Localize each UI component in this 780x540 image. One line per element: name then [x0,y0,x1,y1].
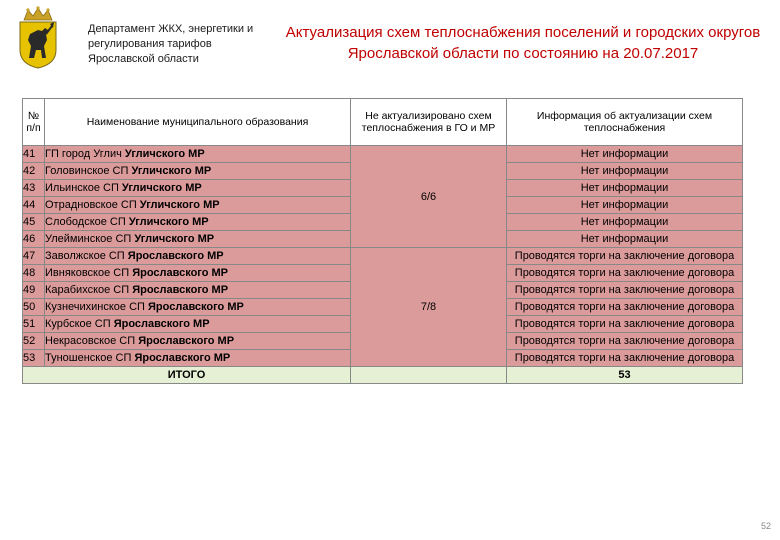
group-not-updated: 7/8 [351,248,507,367]
header-name: Наименование муниципального образования [45,99,351,146]
table-row [23,248,743,265]
row-name: Ильинское СП Угличского МР [45,180,351,197]
row-num: 44 [23,197,45,214]
row-name: Ивняковское СП Ярославского МР [45,265,351,282]
total-label: ИТОГО [23,367,351,384]
row-num: 47 [23,248,45,265]
row-num: 42 [23,163,45,180]
row-info: Проводятся торги на заключение договора [507,265,743,282]
row-num: 48 [23,265,45,282]
row-info: Проводятся торги на заключение договора [507,316,743,333]
row-name: Некрасовское СП Ярославского МР [45,333,351,350]
row-info: Проводятся торги на заключение договора [507,282,743,299]
row-info: Проводятся торги на заключение договора [507,350,743,367]
row-name: Карабихское СП Ярославского МР [45,282,351,299]
header-info: Информация об актуализации схем теплоснабжения [507,99,743,146]
row-num: 43 [23,180,45,197]
row-name: Улейминское СП Угличского МР [45,231,351,248]
row-num: 49 [23,282,45,299]
total-not-updated [351,367,507,384]
row-num: 46 [23,231,45,248]
row-num: 50 [23,299,45,316]
row-name: Туношенское СП Ярославского МР [45,350,351,367]
table-row [23,146,743,163]
row-info: Проводятся торги на заключение договора [507,333,743,350]
row-name: Отрадновское СП Угличского МР [45,197,351,214]
page-title: Актуализация схем теплоснабжения поселений и городских округов Ярославской области по состоянию на 20.07.2017 [285,24,761,62]
row-name: Головинское СП Угличского МР [45,163,351,180]
department-name: Департамент ЖКХ, энергетики и регулирования тарифов Ярославской области [88,23,254,65]
yaroslavl-bear-emblem-icon [14,6,62,70]
row-info: Нет информации [507,163,743,180]
header-not-updated: Не актуализировано схем теплоснабжения в ГО и МР [351,99,507,146]
municipalities-table [22,98,743,384]
row-info: Нет информации [507,197,743,214]
total-info: 53 [507,367,743,384]
row-num: 45 [23,214,45,231]
row-info: Проводятся торги на заключение договора [507,248,743,265]
row-info: Нет информации [507,146,743,163]
table-header-row [23,99,743,146]
row-num: 52 [23,333,45,350]
page-number: 52 [760,521,771,531]
row-num: 53 [23,350,45,367]
row-name: Заволжское СП Ярославского МР [45,248,351,265]
row-name: Слободское СП Угличского МР [45,214,351,231]
header-num: № п/п [23,99,45,146]
row-num: 51 [23,316,45,333]
row-name: ГП город Углич Угличского МР [45,146,351,163]
row-info: Проводятся торги на заключение договора [507,299,743,316]
row-info: Нет информации [507,214,743,231]
group-not-updated: 6/6 [351,146,507,248]
row-info: Нет информации [507,231,743,248]
row-info: Нет информации [507,180,743,197]
row-name: Курбское СП Ярославского МР [45,316,351,333]
row-num: 41 [23,146,45,163]
row-name: Кузнечихинское СП Ярославского МР [45,299,351,316]
total-row [23,367,743,384]
